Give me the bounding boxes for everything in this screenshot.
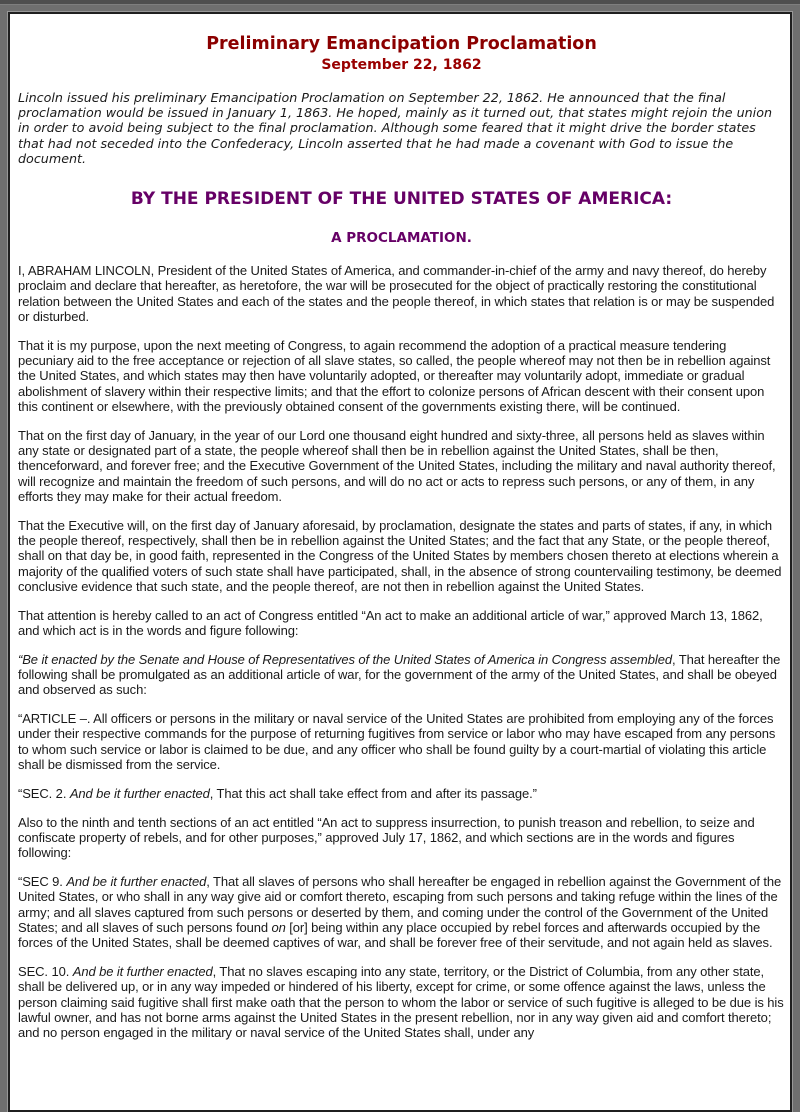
document-page	[8, 12, 792, 1112]
body-paragraph: That the Executive will, on the first day of January aforesaid, by proclamation, designate the states and parts of states, if any, in which the people thereof, respectively, shall then be in rebellion against the United States; and the fact that any State, or the people thereof, shall on that day be, in good faith, represented in the Congress of the United States by members chosen thereto at elections wherein a majority of the qualified voters of such state shall have participated, shall, in the absence of strong countervailing testimony, be deemed conclusive evidence that such state, and the people thereof, are not then in rebellion against the United States.	[18, 517, 782, 594]
body-paragraph: “ARTICLE –. All officers or persons in the military or naval service of the United States are prohibited from employing any of the forces under their respective commands for the purpose of returning fugitives from service or labor who may have escaped from any persons to whom such service or labor is claimed to be due, and any officer who shall be found guilty by a court-martial of violating this article shall be dismissed from the service.	[18, 711, 776, 773]
body-paragraph: “SEC 9. And be it further enacted, That all slaves of persons who shall hereafter be engaged in rebellion against the Government of the United States, or who shall in any way give aid or comfort thereto, escaping from such persons and taking refuge within the lines of the army; and all slaves captured from such persons or deserted by them, and coming under the control of the Government of the United States; and all slaves of such persons found on [or] being within any place occupied by rebel forces and afterwards occupied by the forces of the United States, shall be deemed captives of war, and shall be forever free of their servitude, and not again held as slaves.	[18, 874, 782, 951]
body-paragraph: Also to the ninth and tenth sections of an act entitled “An act to suppress insurrection, to punish treason and rebellion, to seize and confiscate property of rebels, and for other purposes,” approved July 17, 1862, and which sections are in the words and figures following:	[18, 814, 755, 861]
body-paragraph: That attention is hereby called to an act of Congress entitled “An act to make an additional article of war,” approved March 13, 1862, and which act is in the words and figure following:	[18, 607, 763, 638]
body-paragraph: That it is my purpose, upon the next meeting of Congress, to again recommend the adoption of a practical measure tendering pecuniary aid to the free acceptance or rejection of all slave states, so called, the people whereof may not then be in rebellion against the United States, and which states may then have voluntarily adopted, or thereafter may voluntarily adopt, immediate or gradual abolishment of slavery within their respective limits; and that the effort to colonize persons of African descent with their consent upon this continent or elsewhere, with the previously obtained consent of the governments existing there, will be continued.	[18, 337, 771, 414]
body-paragraph: I, ABRAHAM LINCOLN, President of the United States of America, and commander-in-chief of the army and navy thereof, do hereby proclaim and declare that hereafter, as heretofore, the war will be prosecuted for the object of practically restoring the constitutional relation between the United States and each of the states and the people thereof, in which states that relation is or may be suspended or disturbed.	[18, 263, 775, 324]
intro-paragraph: Lincoln issued his preliminary Emancipation Proclamation on September 22, 1862. He announced that the final proclamation would be issued in January 1, 1863. He hoped, mainly as it turned out, that states might rejoin the union in order to avoid being subject to the final proclamation. Although some feared that it might drive the border states that had not seceded into the Confederacy, Lincoln asserted that he had made a covenant with God to issue the document.	[18, 90, 772, 166]
body-paragraph: That on the first day of January, in the year of our Lord one thousand eight hundred and sixty-three, all persons held as slaves within any state or designated part of a state, the people whereof shall then be in rebellion against the United States, shall be then, thenceforward, and forever free; and the Executive Government of the United States, including the military and naval authority thereof, will recognize and maintain the freedom of such persons, and will do no act or acts to repress such persons, or any of them, in any efforts they may make for their actual freedom.	[18, 427, 776, 504]
body-paragraph: SEC. 10. And be it further enacted, That no slaves escaping into any state, territory, or the District of Columbia, from any other state, shall be delivered up, or in any way impeded or hindered of his liberty, except for crime, or some offence against the laws, unless the person claiming said fugitive shall first make oath that the person to whom the labor or service of such fugitive is alleged to be due is his lawful owner, and has not borne arms against the United States in the present rebellion, nor in any way given aid and comfort thereto; and no person engaged in the military or naval service of the United States shall, under any	[18, 964, 784, 1041]
proclamation-body	[18, 263, 785, 1040]
page-title: Preliminary Emancipation Proclamation	[206, 34, 597, 54]
page-date: September 22, 1862	[321, 57, 482, 73]
body-paragraph: “SEC. 2. And be it further enacted, That this act shall take effect from and after its passage.”	[18, 785, 537, 801]
window-top-edge	[0, 0, 800, 5]
proclamation-subheading: A PROCLAMATION.	[331, 230, 472, 247]
body-paragraph: “Be it enacted by the Senate and House of Representatives of the United States of America in Congress assembled, That hereafter the following shall be promulgated as an additional article of war, for the government of the army of the United States, and shall be obeyed and observed as such:	[18, 651, 781, 698]
president-heading: BY THE PRESIDENT OF THE UNITED STATES OF AMERICA:	[130, 189, 673, 210]
